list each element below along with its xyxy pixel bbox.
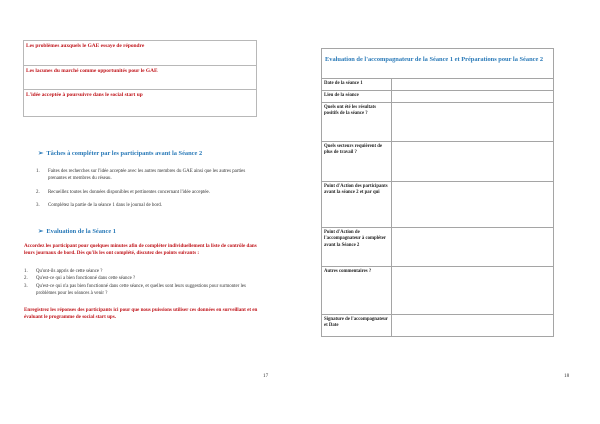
form-field-date[interactable] (392, 79, 554, 91)
form-field-comments[interactable] (392, 267, 554, 315)
list-item: 2. Qu'est-ce qui a bien fonctionné dans cette séance ? (24, 276, 136, 282)
tasks-heading: ➢ Tâches à compléter par les participants avant la Séance 2 (38, 150, 203, 157)
issue-row-accepted-idea: L'idée acceptée à poursuivre dans le social start up (24, 90, 257, 117)
form-label-place: Lieu de la séance (322, 91, 392, 103)
page-number: 17 (263, 373, 269, 379)
form-field-participant-actions[interactable] (392, 182, 554, 228)
evaluation-questions (24, 268, 256, 298)
form-label-sectors: Quels secteurs requièrent de plus de travail ? (322, 142, 392, 182)
list-item: 1. Faites des recherches sur l'idée acceptée avec les autres membres du GAE ainsi que les autres parties prenantes et membres du réseau. (36, 169, 246, 182)
evaluation-outro: Enregistrez les réponses des participants ici pour que nous puissions utiliser ces données en surveillant et en évaluant le programme de social start ups. (24, 307, 258, 321)
tasks-list (36, 168, 258, 216)
form-label-date: Date de la séance 1 (322, 79, 392, 91)
form-field-results[interactable] (392, 103, 554, 142)
evaluation-intro: Accordez les participant pour quelques minutes afin de compléter individuellement la liste de contrôle dans leurs journaux de bord. Dès qu'ils les ont complété, discutez des points suivants : (24, 243, 257, 257)
form-label-facilitator-actions: Point d'Action de l'accompagnateur à compléter avant la Séance 2 (322, 228, 392, 267)
list-item: 1. Qu'ont-ils appris de cette séance ? (24, 269, 103, 274)
evaluation-heading: ➢ Evaluation de la Séance 1 (38, 228, 116, 235)
form-label-signature: Signature de l'accompagnateur et Date (322, 315, 392, 337)
facilitator-evaluation-form (321, 48, 554, 337)
form-label-comments: Autres commentaires ? (322, 267, 392, 315)
form-label-results: Quels ont été les résultats positifs de la séance ? (322, 103, 392, 142)
page-number: 18 (564, 373, 570, 379)
arrow-icon: ➢ (38, 228, 44, 235)
form-field-place[interactable] (392, 91, 554, 103)
issue-row-problems: Les problèmes auxquels le GAE essaye de répondre (24, 41, 257, 66)
list-item: 2. Recueillez toutes les données disponibles et pertinentes concernant l'idée acceptée. (36, 189, 210, 195)
form-title: Evaluation de l'accompagnateur de la Séance 1 et Préparations pour la Séance 2 (322, 49, 554, 79)
form-label-participant-actions: Point d'Action des participants avant la séance 2 et par qui (322, 182, 392, 228)
arrow-icon: ➢ (38, 150, 44, 157)
issues-table (23, 40, 257, 117)
form-field-sectors[interactable] (392, 142, 554, 182)
form-field-facilitator-actions[interactable] (392, 228, 554, 267)
list-item: 3. Qu'est-ce qui n'a pas bien fonctionné dans cette séance, et quelles sont leurs suggestions pour surmonter les problèmes pour les séances à venir ? (24, 283, 246, 297)
issue-row-market-gaps: Les lacunes du marché comme opportunités pour le GAE (24, 66, 257, 90)
form-field-signature[interactable] (392, 315, 554, 337)
list-item: 3. Complétez la partie de la séance 1 dans le journal de bord. (36, 203, 163, 209)
